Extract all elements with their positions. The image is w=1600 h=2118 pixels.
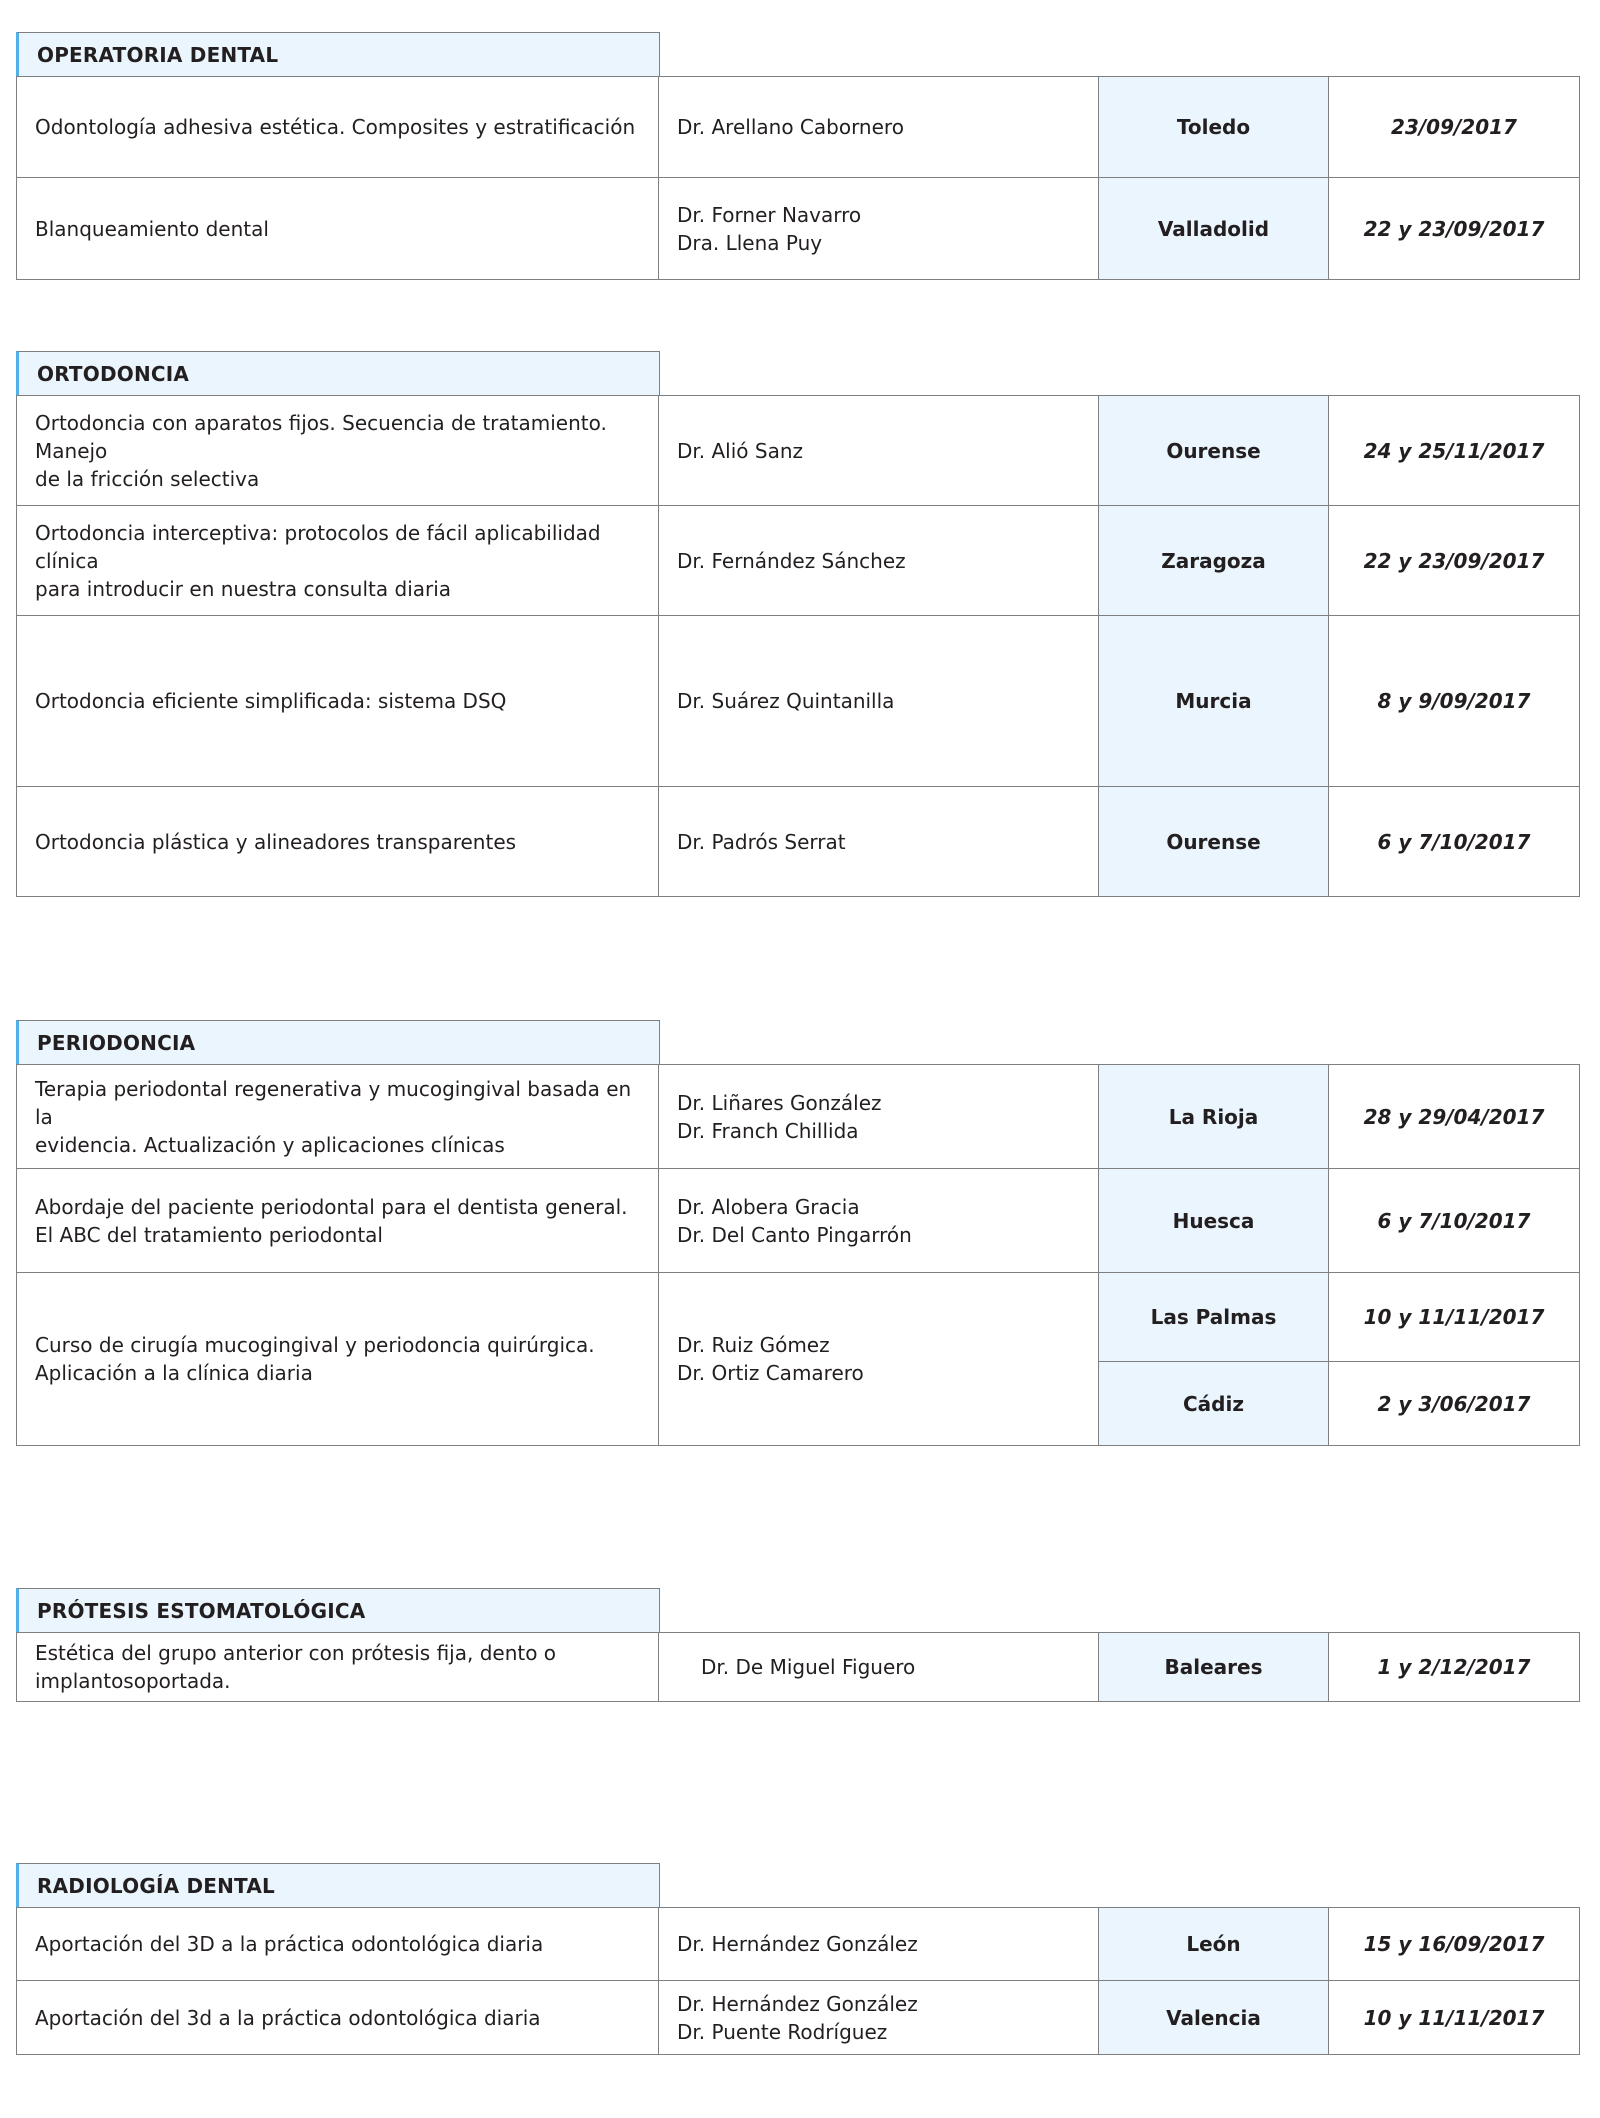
course-topic: Aportación del 3D a la práctica odontológica diaria [17, 1908, 659, 1981]
course-table [16, 395, 1580, 897]
course-city: Cádiz [1099, 1362, 1329, 1446]
course-topic: Ortodoncia eficiente simplificada: sistema DSQ [17, 616, 659, 787]
table-row [17, 787, 1580, 897]
course-city: Ourense [1099, 787, 1329, 897]
section-periodoncia [16, 1020, 1580, 1446]
table-row [17, 396, 1580, 506]
section-title: ORTODONCIA [16, 351, 660, 395]
course-topic: Abordaje del paciente periodontal para el dentista general. El ABC del tratamiento periodontal [17, 1169, 659, 1273]
course-city: Huesca [1099, 1169, 1329, 1273]
table-row [17, 178, 1580, 280]
course-table [16, 1064, 1580, 1446]
course-topic: Ortodoncia interceptiva: protocolos de fácil aplicabilidad clínica para introducir en nuestra consulta diaria [17, 506, 659, 616]
course-date: 22 y 23/09/2017 [1329, 506, 1580, 616]
table-row [17, 1169, 1580, 1273]
course-doctors: Dr. Fernández Sánchez [659, 506, 1099, 616]
course-date: 15 y 16/09/2017 [1329, 1908, 1580, 1981]
course-city: Valladolid [1099, 178, 1329, 280]
course-doctors: Dr. Ruiz Gómez Dr. Ortiz Camarero [659, 1273, 1099, 1446]
course-date: 2 y 3/06/2017 [1329, 1362, 1580, 1446]
course-topic: Terapia periodontal regenerativa y mucogingival basada en la evidencia. Actualización y aplicaciones clínicas [17, 1065, 659, 1169]
course-topic: Ortodoncia con aparatos fijos. Secuencia de tratamiento. Manejo de la fricción selectiva [17, 396, 659, 506]
section-title: RADIOLOGÍA DENTAL [16, 1863, 660, 1907]
course-doctors: Dr. Forner Navarro Dra. Llena Puy [659, 178, 1099, 280]
section-protesis [16, 1588, 1580, 1702]
course-doctors: Dr. Liñares González Dr. Franch Chillida [659, 1065, 1099, 1169]
course-date: 10 y 11/11/2017 [1329, 1273, 1580, 1362]
course-city: Valencia [1099, 1981, 1329, 2055]
course-date: 10 y 11/11/2017 [1329, 1981, 1580, 2055]
table-row [17, 1065, 1580, 1169]
course-doctors: Dr. De Miguel Figuero [659, 1633, 1099, 1702]
section-operatoria-dental [16, 32, 1580, 280]
course-city: León [1099, 1908, 1329, 1981]
course-date: 22 y 23/09/2017 [1329, 178, 1580, 280]
section-title: PRÓTESIS ESTOMATOLÓGICA [16, 1588, 660, 1632]
table-row [17, 1981, 1580, 2055]
course-doctors: Dr. Alió Sanz [659, 396, 1099, 506]
course-city: Baleares [1099, 1633, 1329, 1702]
table-row [17, 1273, 1580, 1362]
course-date: 8 y 9/09/2017 [1329, 616, 1580, 787]
section-radiologia-dental [16, 1863, 1580, 2055]
course-doctors: Dr. Alobera Gracia Dr. Del Canto Pingarrón [659, 1169, 1099, 1273]
course-date: 24 y 25/11/2017 [1329, 396, 1580, 506]
course-doctors: Dr. Hernández González Dr. Puente Rodríguez [659, 1981, 1099, 2055]
section-title: OPERATORIA DENTAL [16, 32, 660, 76]
course-city: Murcia [1099, 616, 1329, 787]
course-date: 6 y 7/10/2017 [1329, 787, 1580, 897]
course-table [16, 1907, 1580, 2055]
section-title: PERIODONCIA [16, 1020, 660, 1064]
course-date: 28 y 29/04/2017 [1329, 1065, 1580, 1169]
table-row [17, 1633, 1580, 1702]
course-city: Toledo [1099, 77, 1329, 178]
course-topic: Odontología adhesiva estética. Composites y estratificación [17, 77, 659, 178]
table-row [17, 506, 1580, 616]
course-city: Zaragoza [1099, 506, 1329, 616]
section-ortodoncia [16, 351, 1580, 897]
course-city: Ourense [1099, 396, 1329, 506]
course-topic: Estética del grupo anterior con prótesis fija, dento o implantosoportada. [17, 1633, 659, 1702]
course-date: 23/09/2017 [1329, 77, 1580, 178]
course-date: 6 y 7/10/2017 [1329, 1169, 1580, 1273]
course-city: La Rioja [1099, 1065, 1329, 1169]
course-city: Las Palmas [1099, 1273, 1329, 1362]
course-doctors: Dr. Hernández González [659, 1908, 1099, 1981]
course-topic: Aportación del 3d a la práctica odontológica diaria [17, 1981, 659, 2055]
table-row [17, 616, 1580, 787]
course-topic: Curso de cirugía mucogingival y periodoncia quirúrgica. Aplicación a la clínica diaria [17, 1273, 659, 1446]
table-row [17, 1908, 1580, 1981]
course-table [16, 76, 1580, 280]
course-date: 1 y 2/12/2017 [1329, 1633, 1580, 1702]
course-topic: Ortodoncia plástica y alineadores transparentes [17, 787, 659, 897]
course-doctors: Dr. Arellano Cabornero [659, 77, 1099, 178]
course-doctors: Dr. Suárez Quintanilla [659, 616, 1099, 787]
course-table [16, 1632, 1580, 1702]
course-doctors: Dr. Padrós Serrat [659, 787, 1099, 897]
course-topic: Blanqueamiento dental [17, 178, 659, 280]
table-row [17, 77, 1580, 178]
